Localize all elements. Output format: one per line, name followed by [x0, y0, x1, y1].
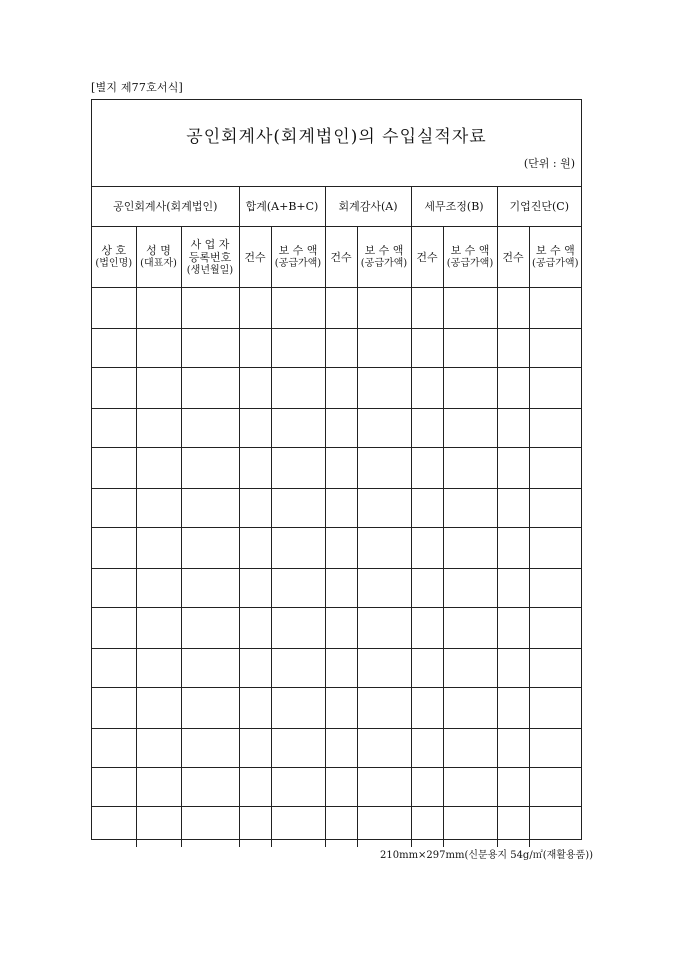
table-cell[interactable] [271, 489, 325, 528]
table-cell[interactable] [443, 528, 497, 569]
form-frame [91, 99, 582, 840]
col-rep-line1: 성 명 [146, 244, 171, 257]
table-cell[interactable] [497, 649, 529, 688]
table-cell[interactable] [136, 489, 181, 528]
col-reg-number [181, 227, 239, 288]
table-cell[interactable] [136, 608, 181, 649]
table-cell[interactable] [497, 807, 529, 848]
table-cell[interactable] [325, 649, 357, 688]
table-cell[interactable] [239, 288, 271, 329]
col-audit-fee-line1: 보 수 액 [364, 244, 404, 257]
col-rep-line2: (대표자) [140, 258, 177, 269]
group-audit: 회계감사(A) [325, 186, 411, 227]
table-cell[interactable] [411, 608, 443, 649]
table-cell[interactable] [271, 368, 325, 409]
table-row [92, 688, 581, 729]
table-cell[interactable] [411, 528, 443, 569]
table-cell[interactable] [181, 409, 239, 448]
table-cell[interactable] [92, 409, 136, 448]
table-cell[interactable] [181, 807, 239, 848]
table-cell[interactable] [357, 768, 411, 807]
table-cell[interactable] [529, 329, 581, 368]
table-row [92, 288, 581, 329]
col-total-count: 건수 [239, 227, 271, 288]
table-cell[interactable] [325, 688, 357, 729]
table-cell[interactable] [411, 409, 443, 448]
table-row [92, 649, 581, 688]
table-cell[interactable] [239, 329, 271, 368]
table-cell[interactable] [443, 329, 497, 368]
table-cell[interactable] [325, 448, 357, 489]
table-cell[interactable] [325, 329, 357, 368]
income-table [92, 186, 581, 847]
col-audit-fee-line2: (공급가액) [360, 258, 408, 269]
table-cell[interactable] [92, 649, 136, 688]
table-cell[interactable] [357, 608, 411, 649]
col-total-fee-line1: 보 수 액 [278, 244, 318, 257]
table-cell[interactable] [529, 608, 581, 649]
table-cell[interactable] [443, 368, 497, 409]
table-cell[interactable] [136, 448, 181, 489]
table-cell[interactable] [136, 329, 181, 368]
col-total-fee-line2: (공급가액) [274, 258, 322, 269]
col-reg-line2: 등록번호 [188, 250, 232, 264]
table-cell[interactable] [497, 489, 529, 528]
table-cell[interactable] [92, 489, 136, 528]
col-diagnosis-fee-line2: (공급가액) [532, 258, 579, 269]
table-cell[interactable] [325, 768, 357, 807]
col-tax-fee [443, 227, 497, 288]
table-cell[interactable] [239, 807, 271, 848]
group-diagnosis: 기업진단(C) [497, 186, 581, 227]
table-cell[interactable] [239, 528, 271, 569]
table-row [92, 569, 581, 608]
table-cell[interactable] [271, 448, 325, 489]
table-cell[interactable] [357, 729, 411, 768]
paper-spec: 210mm×297mm(신문용지 54g/㎡(재활용품)) [380, 850, 594, 861]
table-cell[interactable] [529, 729, 581, 768]
table-cell[interactable] [136, 528, 181, 569]
table-cell[interactable] [181, 368, 239, 409]
table-cell[interactable] [325, 489, 357, 528]
table-cell[interactable] [271, 688, 325, 729]
table-cell[interactable] [529, 368, 581, 409]
table-row [92, 448, 581, 489]
table-cell[interactable] [136, 569, 181, 608]
table-cell[interactable] [271, 768, 325, 807]
page-title: 공인회계사(회계법인)의 수입실적자료 [186, 127, 487, 147]
table-cell[interactable] [497, 448, 529, 489]
table-cell[interactable] [529, 807, 581, 848]
table-cell[interactable] [271, 409, 325, 448]
table-cell[interactable] [239, 409, 271, 448]
table-cell[interactable] [136, 807, 181, 848]
table-cell[interactable] [411, 489, 443, 528]
table-cell[interactable] [271, 649, 325, 688]
table-cell[interactable] [497, 768, 529, 807]
table-cell[interactable] [271, 807, 325, 848]
table-row [92, 807, 581, 848]
table-cell[interactable] [529, 288, 581, 329]
table-cell[interactable] [497, 729, 529, 768]
table-cell[interactable] [443, 489, 497, 528]
table-cell[interactable] [497, 329, 529, 368]
col-representative [136, 227, 181, 288]
table-cell[interactable] [411, 288, 443, 329]
table-cell[interactable] [239, 729, 271, 768]
table-cell[interactable] [443, 608, 497, 649]
table-cell[interactable] [325, 409, 357, 448]
table-cell[interactable] [136, 649, 181, 688]
table-cell[interactable] [325, 729, 357, 768]
table-cell[interactable] [357, 528, 411, 569]
table-cell[interactable] [529, 448, 581, 489]
table-cell[interactable] [136, 409, 181, 448]
table-cell[interactable] [497, 409, 529, 448]
table-cell[interactable] [239, 688, 271, 729]
table-cell[interactable] [411, 807, 443, 848]
col-tax-count: 건수 [411, 227, 443, 288]
table-cell[interactable] [181, 649, 239, 688]
table-cell[interactable] [443, 569, 497, 608]
table-cell[interactable] [181, 528, 239, 569]
table-cell[interactable] [411, 368, 443, 409]
table-cell[interactable] [529, 489, 581, 528]
col-reg-line3: (생년월일) [186, 264, 234, 276]
table-row [92, 768, 581, 807]
table-cell[interactable] [92, 368, 136, 409]
table-cell[interactable] [92, 528, 136, 569]
table-cell[interactable] [136, 768, 181, 807]
group-total: 합계(A+B+C) [239, 186, 325, 227]
table-cell[interactable] [529, 569, 581, 608]
table-cell[interactable] [136, 368, 181, 409]
table-cell[interactable] [181, 688, 239, 729]
col-firm-name-line2: (법인명) [95, 258, 133, 269]
table-cell[interactable] [136, 688, 181, 729]
table-cell[interactable] [239, 768, 271, 807]
table-cell[interactable] [357, 807, 411, 848]
table-cell[interactable] [239, 489, 271, 528]
table-cell[interactable] [357, 409, 411, 448]
table-cell[interactable] [529, 649, 581, 688]
table-row [92, 329, 581, 368]
table-cell[interactable] [271, 528, 325, 569]
table-cell[interactable] [271, 729, 325, 768]
table-row [92, 489, 581, 528]
table-cell[interactable] [92, 569, 136, 608]
col-total-fee [271, 227, 325, 288]
table-cell[interactable] [497, 528, 529, 569]
table-cell[interactable] [497, 368, 529, 409]
table-cell[interactable] [239, 608, 271, 649]
unit-label: (단위 : 원) [523, 157, 575, 170]
table-cell[interactable] [411, 569, 443, 608]
table-cell[interactable] [411, 649, 443, 688]
table-cell[interactable] [357, 448, 411, 489]
column-header-row [92, 227, 581, 288]
table-row [92, 608, 581, 649]
group-tax: 세무조정(B) [411, 186, 497, 227]
table-cell[interactable] [271, 288, 325, 329]
table-cell[interactable] [443, 448, 497, 489]
table-cell[interactable] [529, 688, 581, 729]
table-cell[interactable] [271, 329, 325, 368]
table-cell[interactable] [181, 288, 239, 329]
table-cell[interactable] [443, 409, 497, 448]
table-cell[interactable] [357, 649, 411, 688]
table-cell[interactable] [529, 528, 581, 569]
table-row [92, 528, 581, 569]
table-cell[interactable] [443, 729, 497, 768]
table-cell[interactable] [357, 688, 411, 729]
table-cell[interactable] [529, 768, 581, 807]
col-audit-count: 건수 [325, 227, 357, 288]
table-cell[interactable] [239, 649, 271, 688]
table-cell[interactable] [239, 448, 271, 489]
table-cell[interactable] [181, 329, 239, 368]
table-cell[interactable] [443, 688, 497, 729]
table-cell[interactable] [411, 448, 443, 489]
table-cell[interactable] [411, 329, 443, 368]
table-cell[interactable] [271, 608, 325, 649]
table-cell[interactable] [411, 768, 443, 807]
form-number: [별지 제77호서식] [91, 81, 184, 94]
table-cell[interactable] [497, 688, 529, 729]
table-cell[interactable] [443, 768, 497, 807]
col-tax-fee-line1: 보 수 액 [450, 244, 490, 257]
table-cell[interactable] [92, 608, 136, 649]
table-cell[interactable] [92, 768, 136, 807]
table-cell[interactable] [357, 489, 411, 528]
col-firm-name [92, 227, 136, 288]
table-cell[interactable] [181, 768, 239, 807]
table-cell[interactable] [271, 569, 325, 608]
table-cell[interactable] [92, 729, 136, 768]
table-cell[interactable] [181, 729, 239, 768]
table-cell[interactable] [411, 688, 443, 729]
table-cell[interactable] [443, 288, 497, 329]
table-cell[interactable] [497, 608, 529, 649]
table-row [92, 729, 581, 768]
table-cell[interactable] [529, 409, 581, 448]
table-cell[interactable] [497, 288, 529, 329]
table-cell[interactable] [443, 649, 497, 688]
table-cell[interactable] [239, 368, 271, 409]
table-cell[interactable] [357, 288, 411, 329]
table-cell[interactable] [443, 807, 497, 848]
table-cell[interactable] [411, 729, 443, 768]
table-cell[interactable] [181, 489, 239, 528]
table-cell[interactable] [136, 288, 181, 329]
col-diagnosis-fee [529, 227, 581, 288]
table-cell[interactable] [181, 448, 239, 489]
table-cell[interactable] [357, 329, 411, 368]
table-cell[interactable] [325, 368, 357, 409]
col-tax-fee-line2: (공급가액) [446, 258, 494, 269]
table-cell[interactable] [325, 288, 357, 329]
table-cell[interactable] [357, 368, 411, 409]
table-cell[interactable] [92, 288, 136, 329]
col-audit-fee [357, 227, 411, 288]
table-row [92, 368, 581, 409]
table-cell[interactable] [136, 729, 181, 768]
table-cell[interactable] [325, 608, 357, 649]
table-cell[interactable] [181, 608, 239, 649]
col-reg-line1: 사 업 자 [190, 237, 230, 251]
table-cell[interactable] [92, 688, 136, 729]
table-row [92, 409, 581, 448]
group-header-row [92, 186, 581, 227]
table-cell[interactable] [357, 569, 411, 608]
table-cell[interactable] [239, 569, 271, 608]
table-cell[interactable] [92, 448, 136, 489]
table-cell[interactable] [181, 569, 239, 608]
table-cell[interactable] [325, 569, 357, 608]
table-cell[interactable] [92, 807, 136, 848]
table-cell[interactable] [92, 329, 136, 368]
group-cpa: 공인회계사(회계법인) [92, 186, 239, 227]
title-box [92, 100, 581, 187]
col-firm-name-line1: 상 호 [101, 244, 127, 257]
col-diagnosis-fee-line1: 보 수 액 [535, 244, 575, 257]
table-cell[interactable] [497, 569, 529, 608]
table-cell[interactable] [325, 807, 357, 848]
table-cell[interactable] [325, 528, 357, 569]
col-diagnosis-count: 건수 [497, 227, 529, 288]
